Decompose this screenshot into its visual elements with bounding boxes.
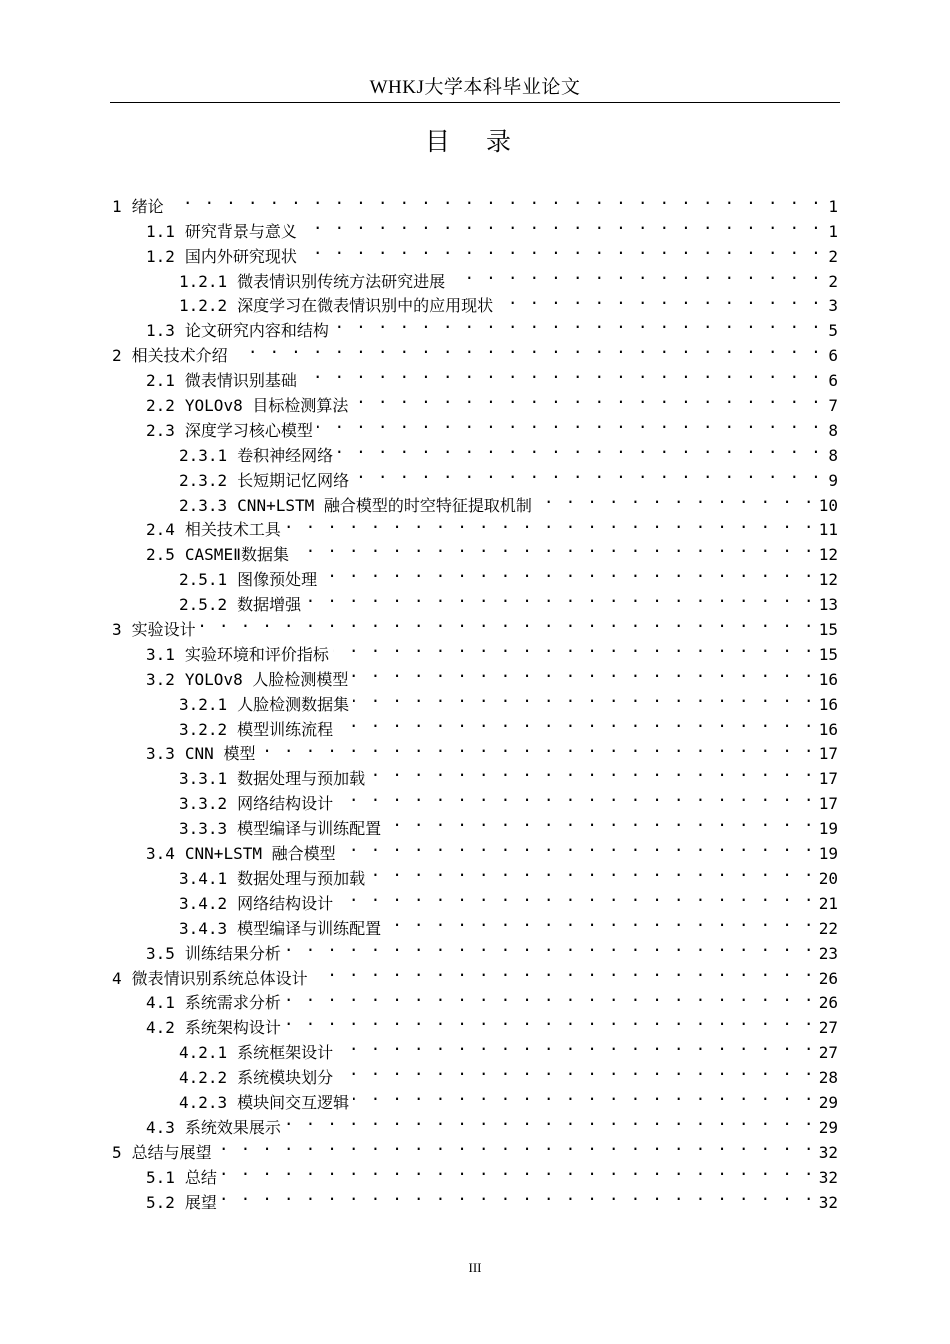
toc-entry-number: 3.3.2 (179, 794, 228, 814)
toc-dot-leader (337, 1058, 815, 1083)
toc-dot-leader (369, 759, 815, 784)
toc-dot-leader (285, 1108, 815, 1133)
toc-entry-page: 1 (828, 196, 838, 216)
toc-entry-page: 21 (818, 893, 838, 913)
toc-entry-number: 3.3.3 (179, 819, 228, 839)
toc-entry-title: 相关技术工具 (184, 520, 281, 540)
toc-entry-number: 2.2 (146, 396, 175, 416)
toc-entry-page: 12 (818, 545, 838, 565)
toc-entry-number: 2.3.2 (179, 470, 228, 490)
toc-entry-page: 17 (818, 769, 838, 789)
toc-entry-number: 4.2.3 (179, 1092, 228, 1112)
toc-dot-leader (497, 287, 822, 312)
toc-entry-page: 13 (818, 595, 838, 615)
header-rule (110, 102, 840, 103)
toc-entry-title: 展望 (184, 1192, 217, 1212)
toc-entry-title: 模块间交互逻辑 (237, 1092, 350, 1112)
toc-entry[interactable] (112, 610, 838, 640)
toc-entry-number: 3.5 (146, 943, 175, 963)
toc-dot-leader (337, 710, 815, 735)
toc-entry-title: 网络结构设计 (237, 794, 334, 814)
toc-entry-number: 2.4 (146, 520, 175, 540)
toc-entry-page: 2 (828, 271, 838, 291)
toc-entry-title: 卷积神经网络 (237, 445, 334, 465)
toc-entry-page: 15 (818, 644, 838, 664)
toc-entry-title: 数据增强 (237, 595, 302, 615)
toc-dot-leader (352, 386, 822, 411)
toc-dot-leader (301, 212, 822, 237)
toc-entry-page: 19 (818, 819, 838, 839)
toc-dot-leader (333, 311, 822, 336)
toc-entry-page: 5 (828, 321, 838, 341)
toc-entry-page: 15 (818, 620, 838, 640)
toc-entry-page: 16 (818, 694, 838, 714)
page-footer (0, 1260, 950, 1276)
toc-dot-leader (293, 535, 815, 560)
toc-entry-number: 3.3 (146, 744, 175, 764)
page-header (0, 72, 950, 99)
toc-dot-leader (285, 984, 815, 1009)
toc-entry-page: 23 (818, 943, 838, 963)
toc-entry-number: 5.2 (146, 1192, 175, 1212)
toc-entry-title: CASMEⅡ数据集 (184, 545, 289, 565)
toc-dot-leader (536, 486, 815, 511)
toc-entry-title: 数据处理与预加载 (237, 769, 366, 789)
toc-entry-title: 系统需求分析 (184, 993, 281, 1013)
toc-dot-leader (301, 237, 822, 262)
toc-entry-number: 3.4.1 (179, 868, 228, 888)
toc-entry-number: 3.2.2 (179, 719, 228, 739)
toc-entry-page: 32 (818, 1142, 838, 1162)
toc-entry-title: 微表情识别传统方法研究进展 (237, 271, 446, 291)
toc-entry-title: 绪论 (131, 196, 164, 216)
toc-entry-page: 27 (818, 1043, 838, 1063)
toc-entry-title: CNN 模型 (184, 744, 256, 764)
toc-entry-page: 7 (828, 396, 838, 416)
toc-entry-title: 训练结果分析 (184, 943, 281, 963)
toc-entry-page: 29 (818, 1092, 838, 1112)
toc-entry-title: 微表情识别系统总体设计 (131, 968, 308, 988)
toc-dot-leader (221, 1183, 815, 1208)
toc-entry-title: 系统架构设计 (184, 1018, 281, 1038)
toc-entry[interactable] (112, 212, 838, 241)
toc-dot-leader (312, 959, 815, 984)
toc-entry-number: 3.4 (146, 844, 175, 864)
toc-entry-number: 2.1 (146, 371, 175, 391)
toc-entry-title: 实验环境和评价指标 (184, 644, 329, 664)
toc-entry-title: 总结 (184, 1167, 217, 1187)
toc-entry-number: 5.1 (146, 1167, 175, 1187)
toc-dot-leader (259, 735, 814, 760)
toc-dot-leader (352, 660, 814, 685)
toc-entry-title: 长短期记忆网络 (237, 470, 350, 490)
toc-entry-title: YOLOv8 目标检测算法 (184, 396, 349, 416)
toc-entry-page: 8 (828, 445, 838, 465)
toc-entry-page: 32 (818, 1167, 838, 1187)
toc-entry-number: 2.3.3 (179, 495, 228, 515)
toc-dot-leader (353, 685, 815, 710)
toc-entry-title: 数据处理与预加载 (237, 868, 366, 888)
toc-entry-page: 12 (818, 570, 838, 590)
toc-dot-leader (337, 784, 815, 809)
toc-entry-number: 3 (112, 620, 122, 640)
toc-dot-leader (321, 560, 815, 585)
toc-entry-title: 微表情识别基础 (184, 371, 297, 391)
toc-entry-page: 9 (828, 470, 838, 490)
toc-entry-page: 17 (818, 794, 838, 814)
toc-entry-number: 2.3 (146, 420, 175, 440)
toc-entry-number: 1.2 (146, 246, 175, 266)
toc-entry-page: 27 (818, 1018, 838, 1038)
toc-entry-page: 6 (828, 371, 838, 391)
toc-entry-title: 深度学习在微表情识别中的应用现状 (237, 296, 494, 316)
toc-entry-number: 2.3.1 (179, 445, 228, 465)
toc-entry-page: 19 (818, 844, 838, 864)
table-of-contents (112, 187, 838, 1212)
toc-dot-leader (385, 909, 815, 934)
toc-dot-leader (200, 610, 815, 635)
toc-entry-title: 系统框架设计 (237, 1043, 334, 1063)
toc-entry-number: 4.2 (146, 1018, 175, 1038)
toc-entry-page: 28 (818, 1068, 838, 1088)
toc-entry-page: 1 (828, 221, 838, 241)
toc-entry-number: 1.1 (146, 221, 175, 241)
toc-dot-leader (285, 934, 815, 959)
toc-entry-number: 3.2 (146, 669, 175, 689)
page-number: III (468, 1260, 482, 1275)
toc-dot-leader (353, 461, 822, 486)
toc-entry-title: CNN+LSTM 融合模型 (184, 844, 336, 864)
toc-entry-title: CNN+LSTM 融合模型的时空特征提取机制 (237, 495, 532, 515)
toc-entry-number: 1.3 (146, 321, 175, 341)
toc-entry-title: 模型编译与训练配置 (237, 819, 382, 839)
toc-dot-leader (449, 262, 822, 287)
toc-entry-page: 20 (818, 868, 838, 888)
toc-entry-page: 29 (818, 1117, 838, 1137)
toc-entry-title: 实验设计 (131, 620, 196, 640)
toc-entry[interactable] (112, 1183, 838, 1212)
toc-entry-title: 人脸检测数据集 (237, 694, 350, 714)
toc-entry-title: 模型编译与训练配置 (237, 918, 382, 938)
toc-entry-title: 网络结构设计 (237, 893, 334, 913)
toc-entry-page: 22 (818, 918, 838, 938)
toc-entry-title: 模型训练流程 (237, 719, 334, 739)
toc-entry-title: 总结与展望 (131, 1142, 212, 1162)
toc-entry-number: 4 (112, 968, 122, 988)
toc-entry[interactable] (112, 1158, 838, 1187)
toc-entry-number: 4.2.1 (179, 1043, 228, 1063)
toc-dot-leader (337, 884, 815, 909)
header-text: WHKJ大学本科毕业论文 (369, 77, 581, 98)
toc-entry-page: 17 (818, 744, 838, 764)
toc-entry-page: 16 (818, 669, 838, 689)
toc-dot-leader (317, 411, 822, 436)
toc-entry-page: 26 (818, 968, 838, 988)
toc-entry-title: YOLOv8 人脸检测模型 (184, 669, 349, 689)
toc-dot-leader (232, 336, 822, 361)
toc-entry-title: 系统模块划分 (237, 1068, 334, 1088)
toc-entry-page: 11 (818, 520, 838, 540)
toc-entry-title: 系统效果展示 (184, 1117, 281, 1137)
toc-entry-number: 3.4.2 (179, 893, 228, 913)
toc-entry-number: 1.2.2 (179, 296, 228, 316)
toc-entry-page: 8 (828, 420, 838, 440)
toc-entry-page: 26 (818, 993, 838, 1013)
toc-entry-page: 6 (828, 346, 838, 366)
toc-entry-title: 论文研究内容和结构 (184, 321, 329, 341)
toc-entry-page: 16 (818, 719, 838, 739)
toc-dot-leader (305, 585, 815, 610)
toc-entry-number: 5 (112, 1142, 122, 1162)
toc-entry-title: 图像预处理 (237, 570, 318, 590)
toc-entry-page: 10 (818, 495, 838, 515)
toc-dot-leader (221, 1158, 815, 1183)
toc-entry-number: 3.3.1 (179, 769, 228, 789)
toc-entry[interactable] (112, 1133, 838, 1162)
toc-dot-leader (301, 361, 822, 386)
toc-entry-number: 3.1 (146, 644, 175, 664)
toc-entry-number: 1.2.1 (179, 271, 228, 291)
toc-entry-title: 研究背景与意义 (184, 221, 297, 241)
toc-entry-number: 2.5.1 (179, 570, 228, 590)
toc-entry-page: 2 (828, 246, 838, 266)
toc-entry-number: 3.4.3 (179, 918, 228, 938)
toc-entry-number: 4.3 (146, 1117, 175, 1137)
toc-dot-leader (216, 1133, 815, 1158)
toc-dot-leader (340, 834, 815, 859)
toc-dot-leader (385, 809, 815, 834)
toc-entry-number: 2.5 (146, 545, 175, 565)
toc-dot-leader (353, 1083, 815, 1108)
toc-dot-leader (337, 1033, 815, 1058)
toc-dot-leader (285, 1008, 815, 1033)
toc-entry-title: 相关技术介绍 (131, 346, 228, 366)
toc-dot-leader (168, 187, 822, 212)
toc-entry-page: 32 (818, 1192, 838, 1212)
toc-entry-number: 2.5.2 (179, 595, 228, 615)
toc-entry[interactable] (112, 635, 838, 664)
toc-dot-leader (337, 436, 822, 461)
toc-entry-title: 国内外研究现状 (184, 246, 297, 266)
toc-entry[interactable] (112, 187, 838, 216)
toc-entry-number: 2 (112, 346, 122, 366)
toc-entry-number: 3.2.1 (179, 694, 228, 714)
toc-entry-number: 1 (112, 196, 122, 216)
toc-heading: 目 录 (425, 127, 525, 156)
toc-entry-page: 3 (828, 296, 838, 316)
toc-dot-leader (285, 511, 815, 536)
toc-entry-title: 深度学习核心模型 (184, 420, 313, 440)
toc-entry-number: 4.1 (146, 993, 175, 1013)
toc-dot-leader (333, 635, 815, 660)
toc-entry-number: 4.2.2 (179, 1068, 228, 1088)
toc-dot-leader (369, 859, 815, 884)
